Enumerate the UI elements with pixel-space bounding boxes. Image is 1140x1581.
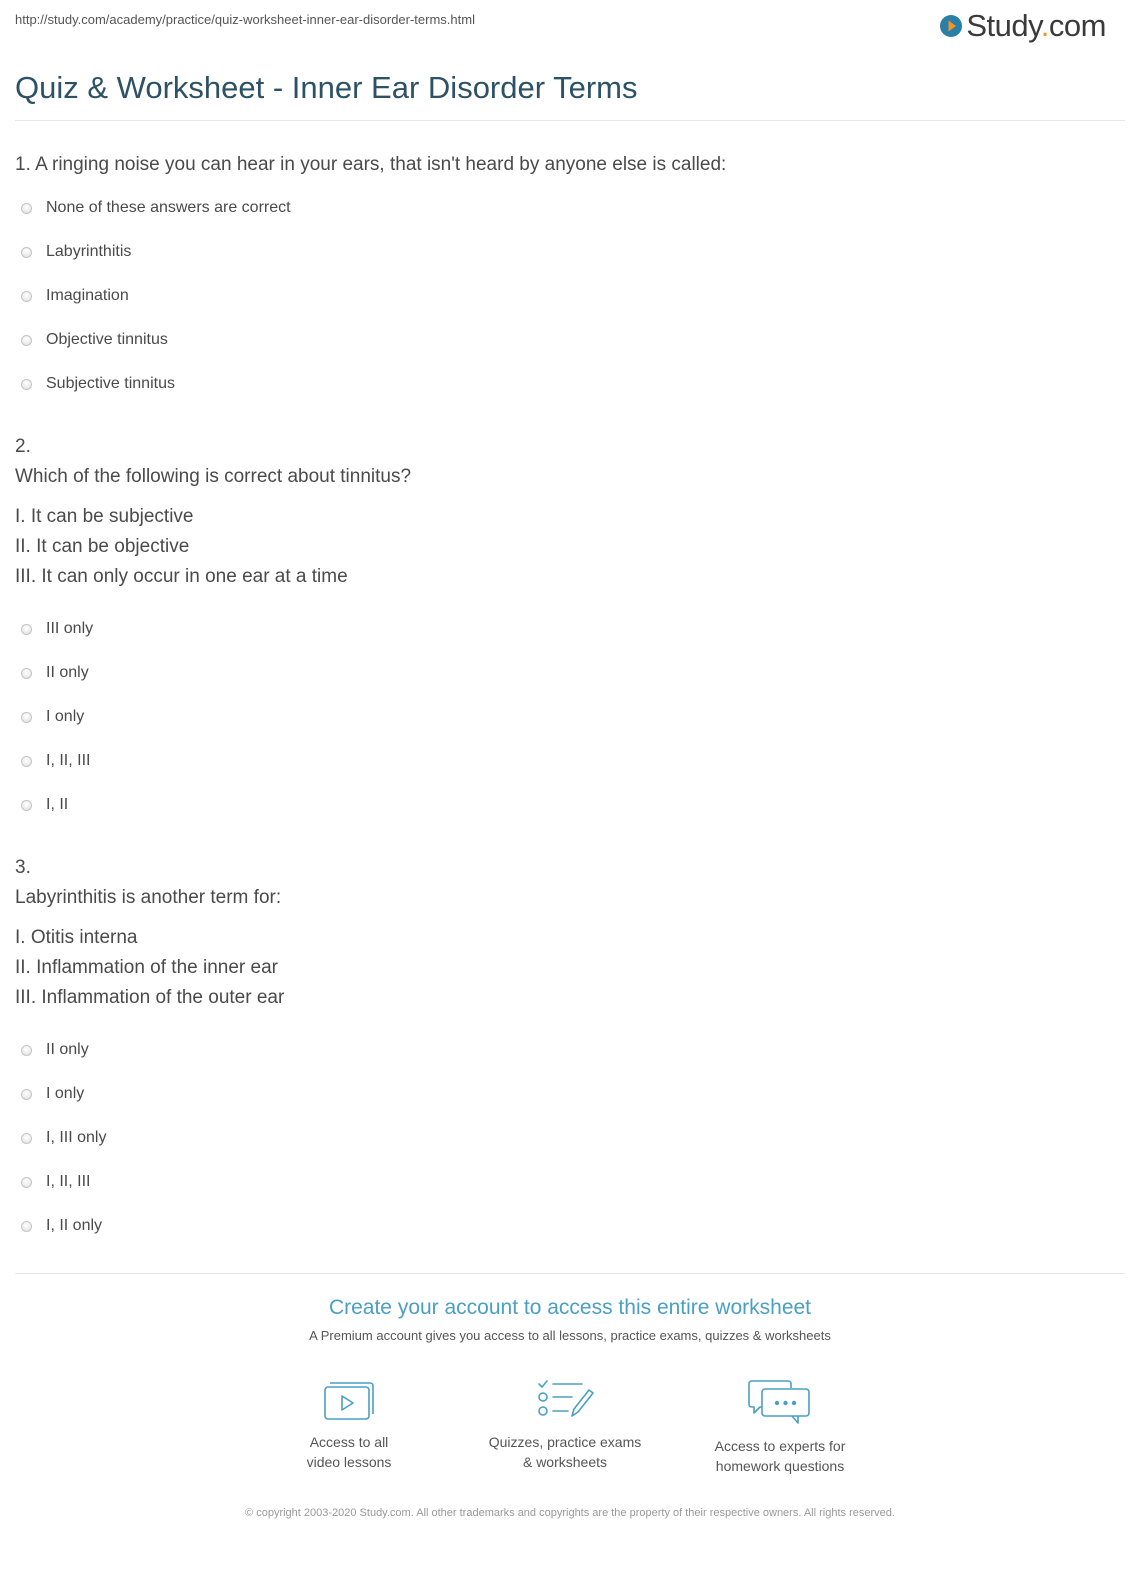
question-2-option-5[interactable] xyxy=(21,793,68,817)
option-label: Subjective tinnitus xyxy=(46,375,175,392)
radio-button[interactable] xyxy=(21,247,32,258)
play-logo-icon xyxy=(939,14,963,38)
page-title: Quiz & Worksheet - Inner Ear Disorder Terms xyxy=(15,70,638,105)
radio-button[interactable] xyxy=(21,291,32,302)
logo-text: Study.com xyxy=(966,8,1106,43)
option-label: I, II, III xyxy=(46,752,91,769)
option-label: I, II xyxy=(46,796,69,813)
feature-label-line-1: Quizzes, practice exams xyxy=(488,1434,642,1450)
create-account-link[interactable]: Create your account to access this entire worksheet xyxy=(328,1296,812,1319)
radio-button[interactable] xyxy=(21,1221,32,1232)
question-3-option-4[interactable] xyxy=(21,1170,90,1194)
feature-video-lessons xyxy=(259,1378,439,1472)
question-1 xyxy=(15,150,726,180)
radio-button[interactable] xyxy=(21,756,32,767)
question-2-option-2[interactable] xyxy=(21,661,89,685)
cta-divider xyxy=(15,1273,1125,1274)
question-1-option-5[interactable] xyxy=(21,372,175,396)
question-2-option-3[interactable] xyxy=(21,705,84,729)
question-3-option-1[interactable] xyxy=(21,1038,89,1062)
radio-button[interactable] xyxy=(21,800,32,811)
study-logo[interactable] xyxy=(939,8,1106,44)
feature-label-line-2: homework questions xyxy=(715,1458,845,1474)
question-2-text: Which of the following is correct about tinnitus? xyxy=(15,466,412,487)
option-label: I only xyxy=(46,1085,85,1102)
radio-button[interactable] xyxy=(21,624,32,635)
feature-label-line-2: & worksheets xyxy=(522,1454,608,1470)
question-1-option-1[interactable] xyxy=(21,196,291,220)
question-3-statement-2: II. Inflammation of the inner ear xyxy=(15,957,278,978)
option-label: I only xyxy=(46,708,85,725)
radio-button[interactable] xyxy=(21,1133,32,1144)
option-label: Imagination xyxy=(46,287,129,304)
question-2-option-4[interactable] xyxy=(21,749,90,773)
option-label: III only xyxy=(46,620,94,637)
feature-label-line-2: video lessons xyxy=(306,1454,392,1470)
title-divider xyxy=(15,120,1125,121)
radio-button[interactable] xyxy=(21,1089,32,1100)
question-3-number: 3. xyxy=(15,857,31,878)
question-3-option-5[interactable] xyxy=(21,1214,102,1238)
question-3-statement-3: III. Inflammation of the outer ear xyxy=(15,987,285,1008)
question-1-option-4[interactable] xyxy=(21,328,168,352)
feature-label-line-1: Access to all xyxy=(309,1434,389,1450)
question-2-statement-3: III. It can only occur in one ear at a time xyxy=(15,566,348,587)
quiz-checklist-icon xyxy=(536,1378,594,1422)
feature-experts xyxy=(690,1378,870,1476)
copyright-footer: © copyright 2003-2020 Study.com. All other trademarks and copyrights are the property of their respective owners. All rights reserved. xyxy=(245,1507,895,1519)
radio-button[interactable] xyxy=(21,668,32,679)
option-label: I, II only xyxy=(46,1217,103,1234)
option-label: I, III only xyxy=(46,1129,107,1146)
option-label: I, II, III xyxy=(46,1173,91,1190)
question-3-option-3[interactable] xyxy=(21,1126,106,1150)
question-1-option-2[interactable] xyxy=(21,240,131,264)
option-label: Objective tinnitus xyxy=(46,331,168,348)
question-2-option-1[interactable] xyxy=(21,617,93,641)
radio-button[interactable] xyxy=(21,1045,32,1056)
option-label: None of these answers are correct xyxy=(46,199,291,216)
radio-button[interactable] xyxy=(21,1177,32,1188)
question-3-text: Labyrinthitis is another term for: xyxy=(15,887,282,908)
option-label: II only xyxy=(46,664,89,681)
question-1-option-3[interactable] xyxy=(21,284,129,308)
radio-button[interactable] xyxy=(21,379,32,390)
question-2-statement-1: I. It can be subjective xyxy=(15,506,194,527)
video-lesson-icon xyxy=(322,1378,376,1422)
question-3 xyxy=(15,853,284,1013)
question-2-number: 2. xyxy=(15,436,31,457)
question-2-statement-2: II. It can be objective xyxy=(15,536,190,557)
question-1-text: 1. A ringing noise you can hear in your ears, that isn't heard by anyone else is called: xyxy=(15,154,727,175)
page-url: http://study.com/academy/practice/quiz-worksheet-inner-ear-disorder-terms.html xyxy=(15,12,475,27)
question-2 xyxy=(15,432,411,592)
radio-button[interactable] xyxy=(21,335,32,346)
radio-button[interactable] xyxy=(21,203,32,214)
cta-subtitle: A Premium account gives you access to all lessons, practice exams, quizzes & worksheets xyxy=(309,1328,831,1343)
chat-bubbles-icon xyxy=(748,1378,812,1426)
option-label: Labyrinthitis xyxy=(46,243,132,260)
feature-quizzes xyxy=(475,1378,655,1472)
radio-button[interactable] xyxy=(21,712,32,723)
feature-label-line-1: Access to experts for xyxy=(714,1438,846,1454)
option-label: II only xyxy=(46,1041,89,1058)
question-3-statement-1: I. Otitis interna xyxy=(15,927,138,948)
question-3-option-2[interactable] xyxy=(21,1082,84,1106)
